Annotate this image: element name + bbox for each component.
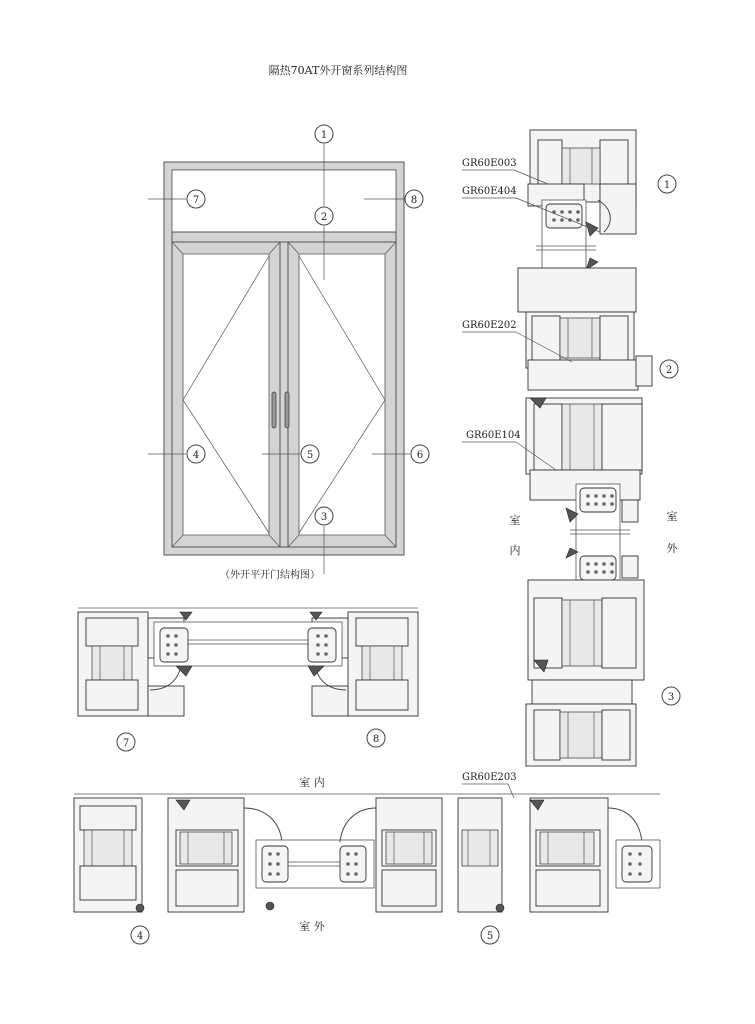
svg-text:6: 6 xyxy=(416,450,424,461)
part-label-gr60e104: GR60E104 xyxy=(466,430,521,441)
marker-3-section xyxy=(662,687,680,705)
svg-text:1: 1 xyxy=(320,130,328,141)
indoor-label-bottom: 内 xyxy=(509,544,521,557)
door-elevation xyxy=(148,125,429,581)
bottom-indoor-label: 室 内 xyxy=(299,776,325,789)
bottom-outdoor-label: 室 外 xyxy=(299,920,325,933)
marker-5-section xyxy=(481,926,499,944)
part-label-gr60e003: GR60E003 xyxy=(462,158,517,169)
svg-text:1: 1 xyxy=(663,180,671,191)
part-label-gr60e203: GR60E203 xyxy=(462,772,517,783)
svg-text:5: 5 xyxy=(306,450,314,461)
marker-7-section xyxy=(117,733,135,751)
marker-1-section xyxy=(658,175,676,193)
vertical-section xyxy=(462,130,680,766)
svg-text:3: 3 xyxy=(667,692,675,703)
svg-text:7: 7 xyxy=(192,195,200,206)
svg-text:7: 7 xyxy=(122,738,130,749)
svg-text:4: 4 xyxy=(192,450,200,461)
part-label-gr60e202: GR60E202 xyxy=(462,320,517,331)
left-handle-icon xyxy=(272,392,276,428)
svg-text:2: 2 xyxy=(665,365,673,376)
outdoor-label-bottom: 外 xyxy=(666,542,678,555)
right-sash xyxy=(288,242,396,547)
marker-4-section xyxy=(131,926,149,944)
marker-8-elev xyxy=(405,190,423,208)
marker-6-elev xyxy=(411,445,429,463)
outdoor-label-top: 室 xyxy=(666,510,678,523)
transom-section xyxy=(78,608,418,751)
marker-2-section xyxy=(660,360,678,378)
svg-text:2: 2 xyxy=(320,212,328,223)
drawing-title: 隔热70AT外开窗系列结构图 xyxy=(268,64,408,77)
marker-8-section xyxy=(367,729,385,747)
door-caption: （外开平开门结构图） xyxy=(220,570,320,581)
transom-bar xyxy=(172,232,396,242)
svg-text:4: 4 xyxy=(136,931,144,942)
marker-1-elev xyxy=(315,125,333,143)
svg-text:8: 8 xyxy=(410,195,418,206)
indoor-label-top: 室 xyxy=(509,514,521,527)
left-sash xyxy=(172,242,280,547)
svg-text:8: 8 xyxy=(372,734,380,745)
transom-pane xyxy=(172,170,396,232)
right-handle-icon xyxy=(285,392,289,428)
svg-text:3: 3 xyxy=(320,512,328,523)
svg-text:5: 5 xyxy=(486,931,494,942)
bottom-section xyxy=(74,772,660,944)
part-label-gr60e404: GR60E404 xyxy=(462,186,517,197)
